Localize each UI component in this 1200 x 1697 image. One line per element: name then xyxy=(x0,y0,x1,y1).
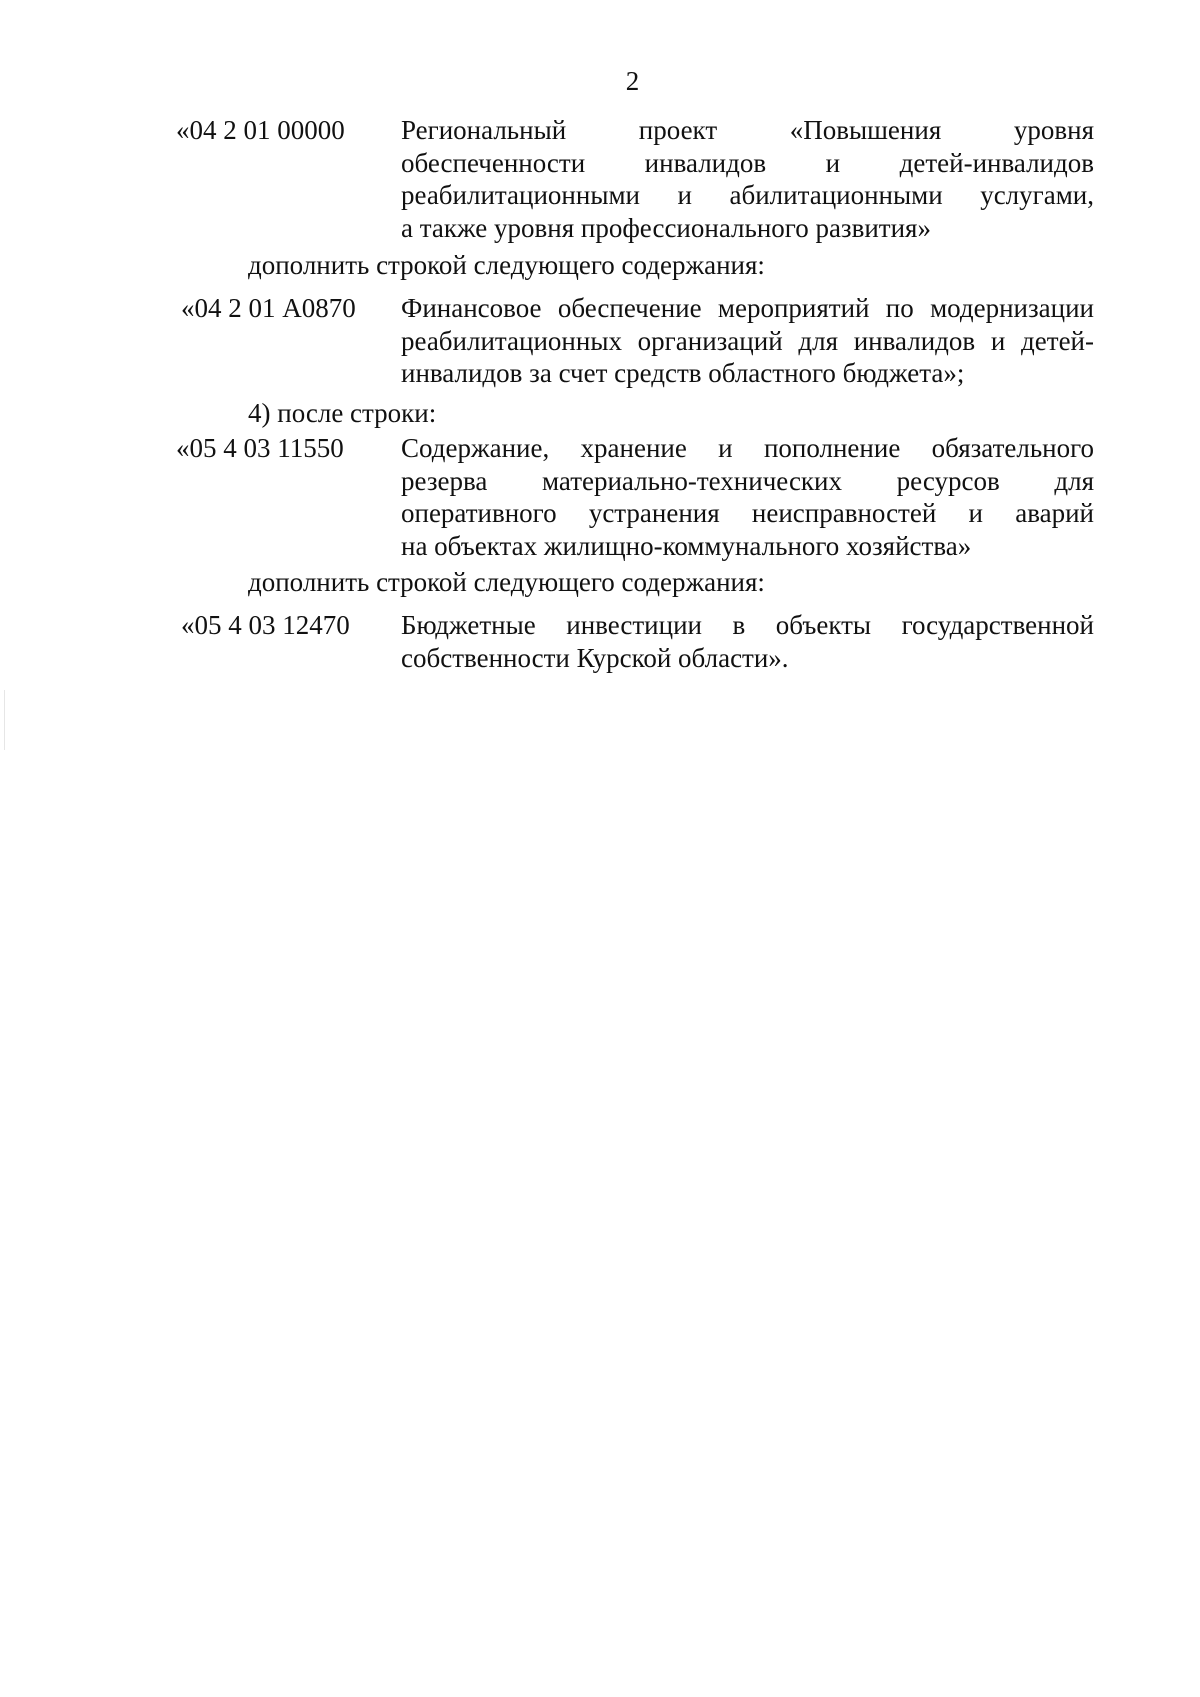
append-instruction-2: дополнить строкой следующего содержания: xyxy=(248,567,765,597)
description-line: инвалидов за счет средств областного бюджета»; xyxy=(401,358,965,388)
budget-code-4: «05 4 03 12470 xyxy=(181,610,350,640)
description-line: реабилитационными и абилитационными услугами, xyxy=(401,180,1094,210)
description-line: оперативного устранения неисправностей и аварий xyxy=(401,498,1094,528)
budget-code-2: «04 2 01 А0870 xyxy=(181,293,356,323)
description-line: реабилитационных организаций для инвалидов и детей- xyxy=(401,325,1094,356)
description-line: Региональный проект «Повышения уровня xyxy=(401,115,1094,145)
budget-code-1: «04 2 01 00000 xyxy=(176,115,345,145)
description-line: Финансовое обеспечение мероприятий по модернизации xyxy=(401,293,1094,323)
description-line: резерва материально-технических ресурсов для xyxy=(401,465,1094,496)
budget-description-1 xyxy=(401,114,1094,244)
description-line: Бюджетные инвестиции в объекты государственной xyxy=(401,610,1094,640)
description-line: обеспеченности инвалидов и детей-инвалидов xyxy=(401,147,1094,178)
after-line-instruction: 4) после строки: xyxy=(248,398,437,428)
description-line: на объектах жилищно-коммунального хозяйства» xyxy=(401,530,972,561)
budget-description-3 xyxy=(401,432,1094,562)
description-line: а также уровня профессионального развития» xyxy=(401,212,931,243)
budget-description-2 xyxy=(401,292,1094,390)
description-line: собственности Курской области». xyxy=(401,642,789,673)
page-number: 2 xyxy=(625,66,640,96)
budget-code-3: «05 4 03 11550 xyxy=(176,433,344,463)
scan-edge-mark xyxy=(4,690,5,750)
description-line: Содержание, хранение и пополнение обязательного xyxy=(401,433,1094,463)
budget-description-4 xyxy=(401,609,1094,674)
append-instruction-1: дополнить строкой следующего содержания: xyxy=(248,250,765,280)
